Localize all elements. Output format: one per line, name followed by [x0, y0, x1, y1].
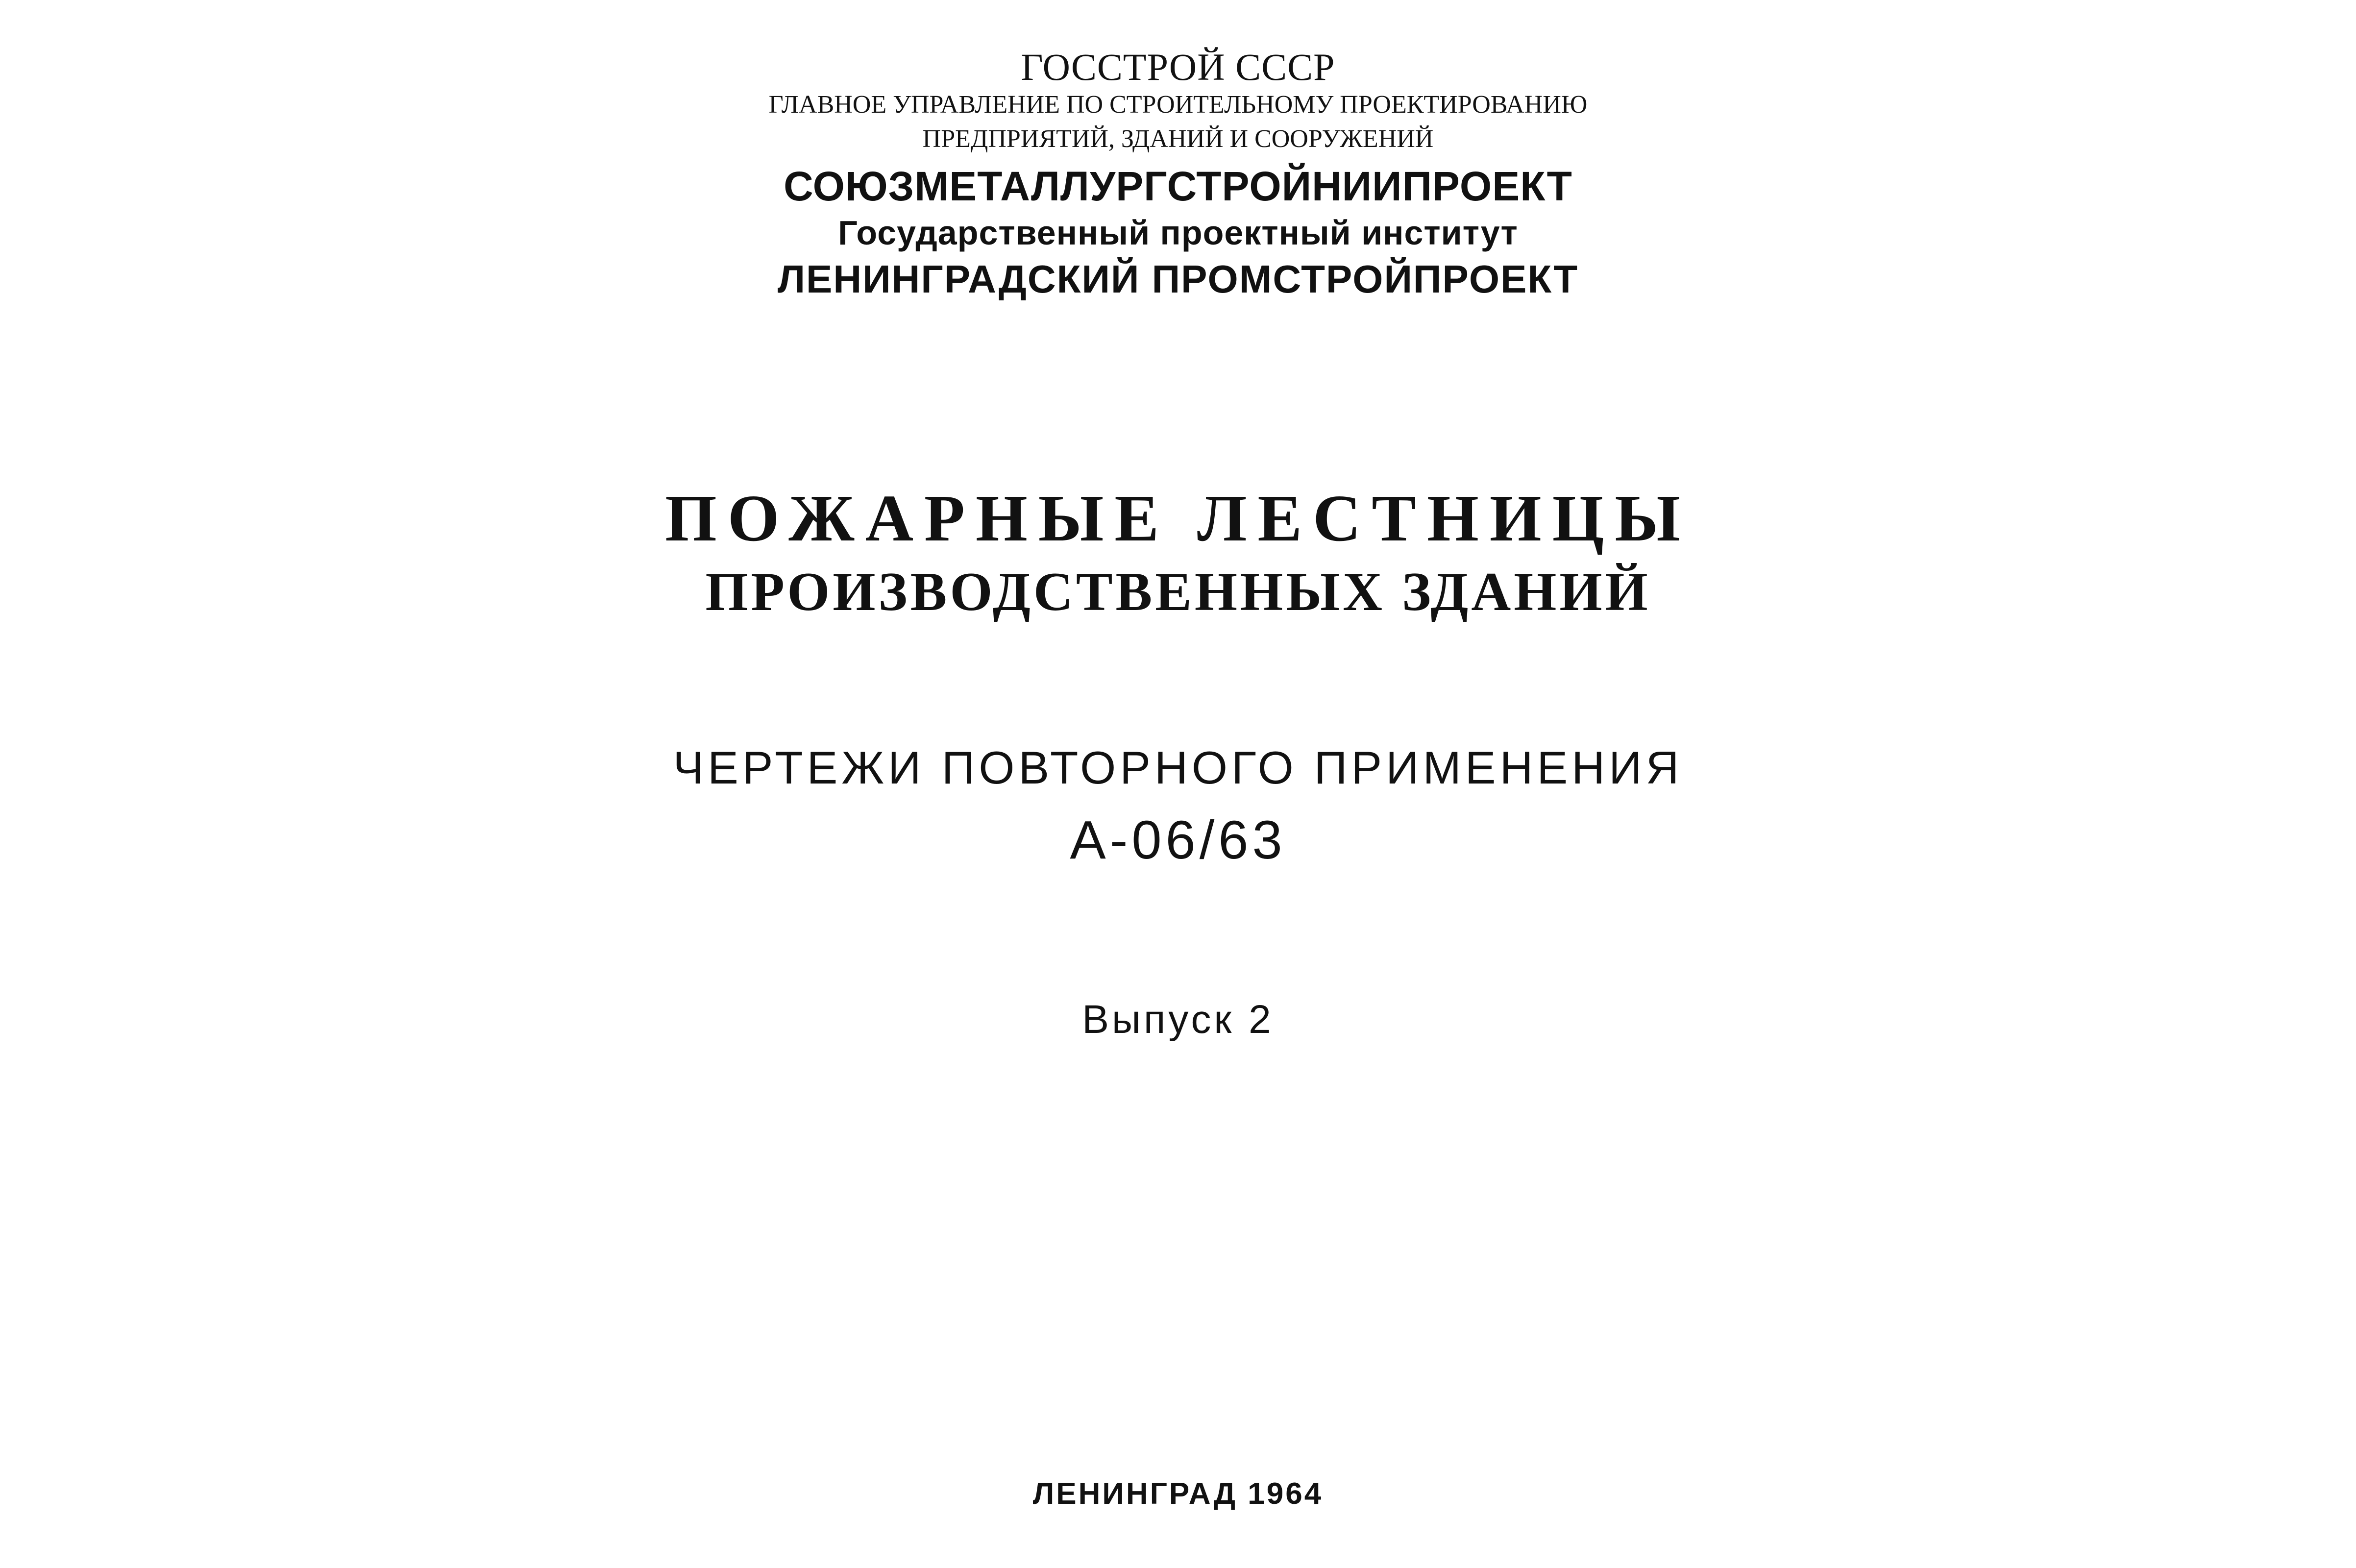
organization-name: СОЮЗМЕТАЛЛУРГСТРОЙНИИПРОЕКТ — [784, 163, 1572, 209]
issue-label: Выпуск 2 — [1082, 997, 1274, 1042]
series-label: ЧЕРТЕЖИ ПОВТОРНОГО ПРИМЕНЕНИЯ — [673, 742, 1683, 793]
document-title-line-2: ПРОИЗВОДСТВЕННЫХ ЗДАНИЙ — [705, 562, 1651, 622]
series-code: А-06/63 — [1070, 810, 1286, 870]
agency-name: ГОССТРОЙ СССР — [1021, 46, 1335, 88]
directorate-line-1: ГЛАВНОЕ УПРАВЛЕНИЕ ПО СТРОИТЕЛЬНОМУ ПРОЕКТИРОВАНИЮ — [768, 91, 1588, 119]
institute-name: ЛЕНИНГРАДСКИЙ ПРОМСТРОЙПРОЕКТ — [777, 257, 1579, 301]
document-title-line-1: ПОЖАРНЫЕ ЛЕСТНИЦЫ — [665, 482, 1691, 555]
directorate-line-2: ПРЕДПРИЯТИЙ, ЗДАНИЙ И СООРУЖЕНИЙ — [922, 125, 1434, 153]
imprint-footer: ЛЕНИНГРАД 1964 — [1032, 1477, 1324, 1511]
institute-type: Государственный проектный институт — [838, 214, 1518, 252]
